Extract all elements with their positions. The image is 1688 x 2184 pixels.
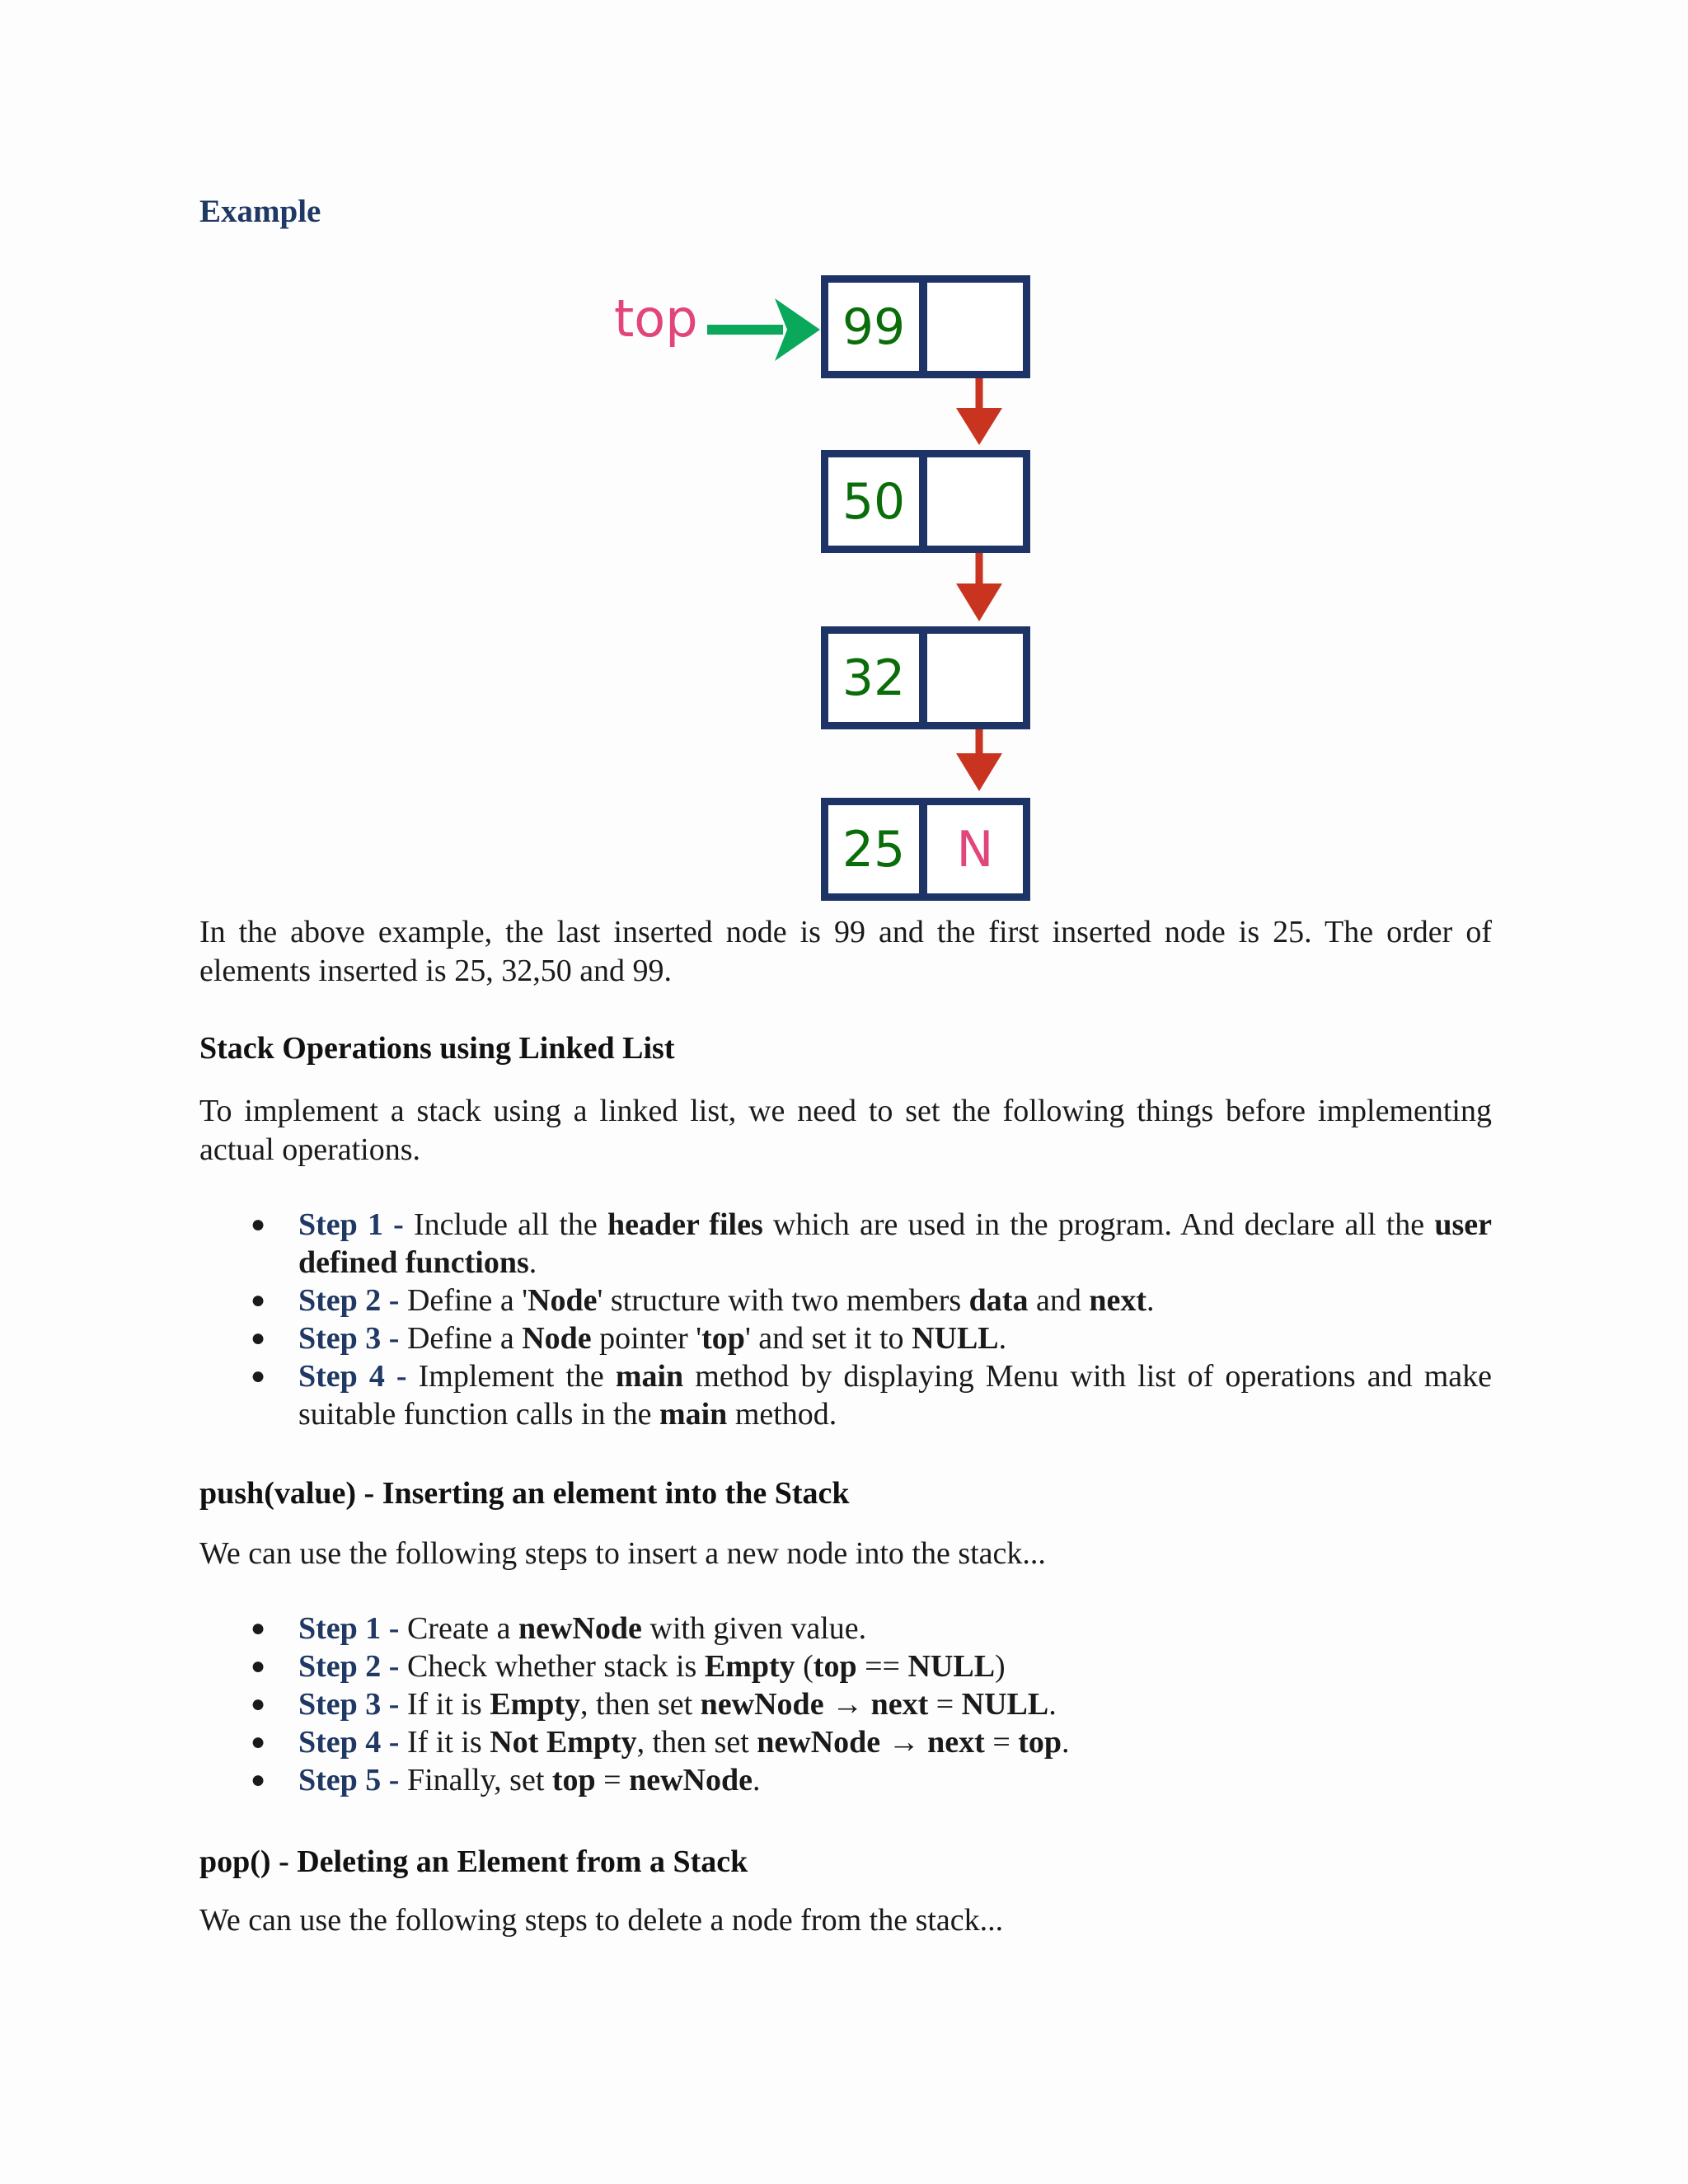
- section3-paragraph: We can use the following steps to delete a node from the stack...: [199, 1903, 1004, 1938]
- bullet: ●: [251, 1324, 266, 1352]
- top-pointer-arrow: [707, 298, 820, 361]
- list-item: ● Step 2 - Define a 'Node' structure with two members data and next.: [251, 1283, 1155, 1318]
- stack-node-2: [821, 450, 1030, 553]
- top-pointer-label: top: [614, 288, 698, 349]
- bullet: ●: [251, 1690, 266, 1718]
- list-item: ● Step 5 - Finally, set top = newNode.: [251, 1763, 761, 1797]
- node-next: [927, 457, 1023, 546]
- linked-list-diagram: [0, 0, 1688, 907]
- list-item: ● Step 3 - If it is Empty, then set newNode → next = NULL.: [251, 1687, 1057, 1722]
- section-title-pop: pop() - Deleting an Element from a Stack: [199, 1844, 748, 1879]
- list-item: ● Step 1 - Create a newNode with given value.: [251, 1611, 867, 1646]
- node-data: 25: [828, 805, 927, 893]
- bullet: ●: [251, 1362, 266, 1390]
- list-item: ● Step 4 - Implement the main method by displaying Menu with list of operations and make suitable function calls in the main method.: [251, 1359, 1492, 1432]
- example-heading: Example: [199, 194, 321, 229]
- bullet: ●: [251, 1211, 266, 1238]
- bullet: ●: [251, 1728, 266, 1755]
- list-item: ● Step 2 - Check whether stack is Empty (top == NULL): [251, 1649, 1006, 1684]
- section2-paragraph: We can use the following steps to insert a new node into the stack...: [199, 1536, 1046, 1571]
- bullet: ●: [251, 1286, 266, 1314]
- node-data: 50: [828, 457, 927, 546]
- bullet: ●: [251, 1615, 266, 1642]
- list-item: ● Step 1 - Include all the header files which are used in the program. And declare all the user defined functions.: [251, 1207, 1492, 1280]
- node-data: 99: [828, 283, 927, 371]
- list-item: ● Step 3 - Define a Node pointer 'top' and set it to NULL.: [251, 1321, 1007, 1356]
- stack-node-1: [821, 275, 1030, 378]
- bullet: ●: [251, 1652, 266, 1680]
- intro-paragraph: In the above example, the last inserted node is 99 and the first inserted node is 25. The order of elements inserted is 25, 32,50 and 99.: [199, 915, 1492, 988]
- node-next: N: [956, 820, 994, 879]
- node-next: [927, 283, 1023, 371]
- section-title-push: push(value) - Inserting an element into the Stack: [199, 1476, 850, 1511]
- stack-node-4: [821, 798, 1030, 901]
- section1-steps: [199, 1206, 1492, 1433]
- bullet: ●: [251, 1766, 266, 1793]
- section-title-stack-ops: Stack Operations using Linked List: [199, 1031, 675, 1066]
- section2-steps: [199, 1610, 1492, 1799]
- section1-paragraph: To implement a stack using a linked list, we need to set the following things before implementing actual operations.: [199, 1094, 1492, 1167]
- list-item: ● Step 4 - If it is Not Empty, then set newNode → next = top.: [251, 1725, 1070, 1760]
- node-data: 32: [828, 634, 927, 722]
- node-next: [927, 634, 1023, 722]
- stack-node-3: [821, 626, 1030, 729]
